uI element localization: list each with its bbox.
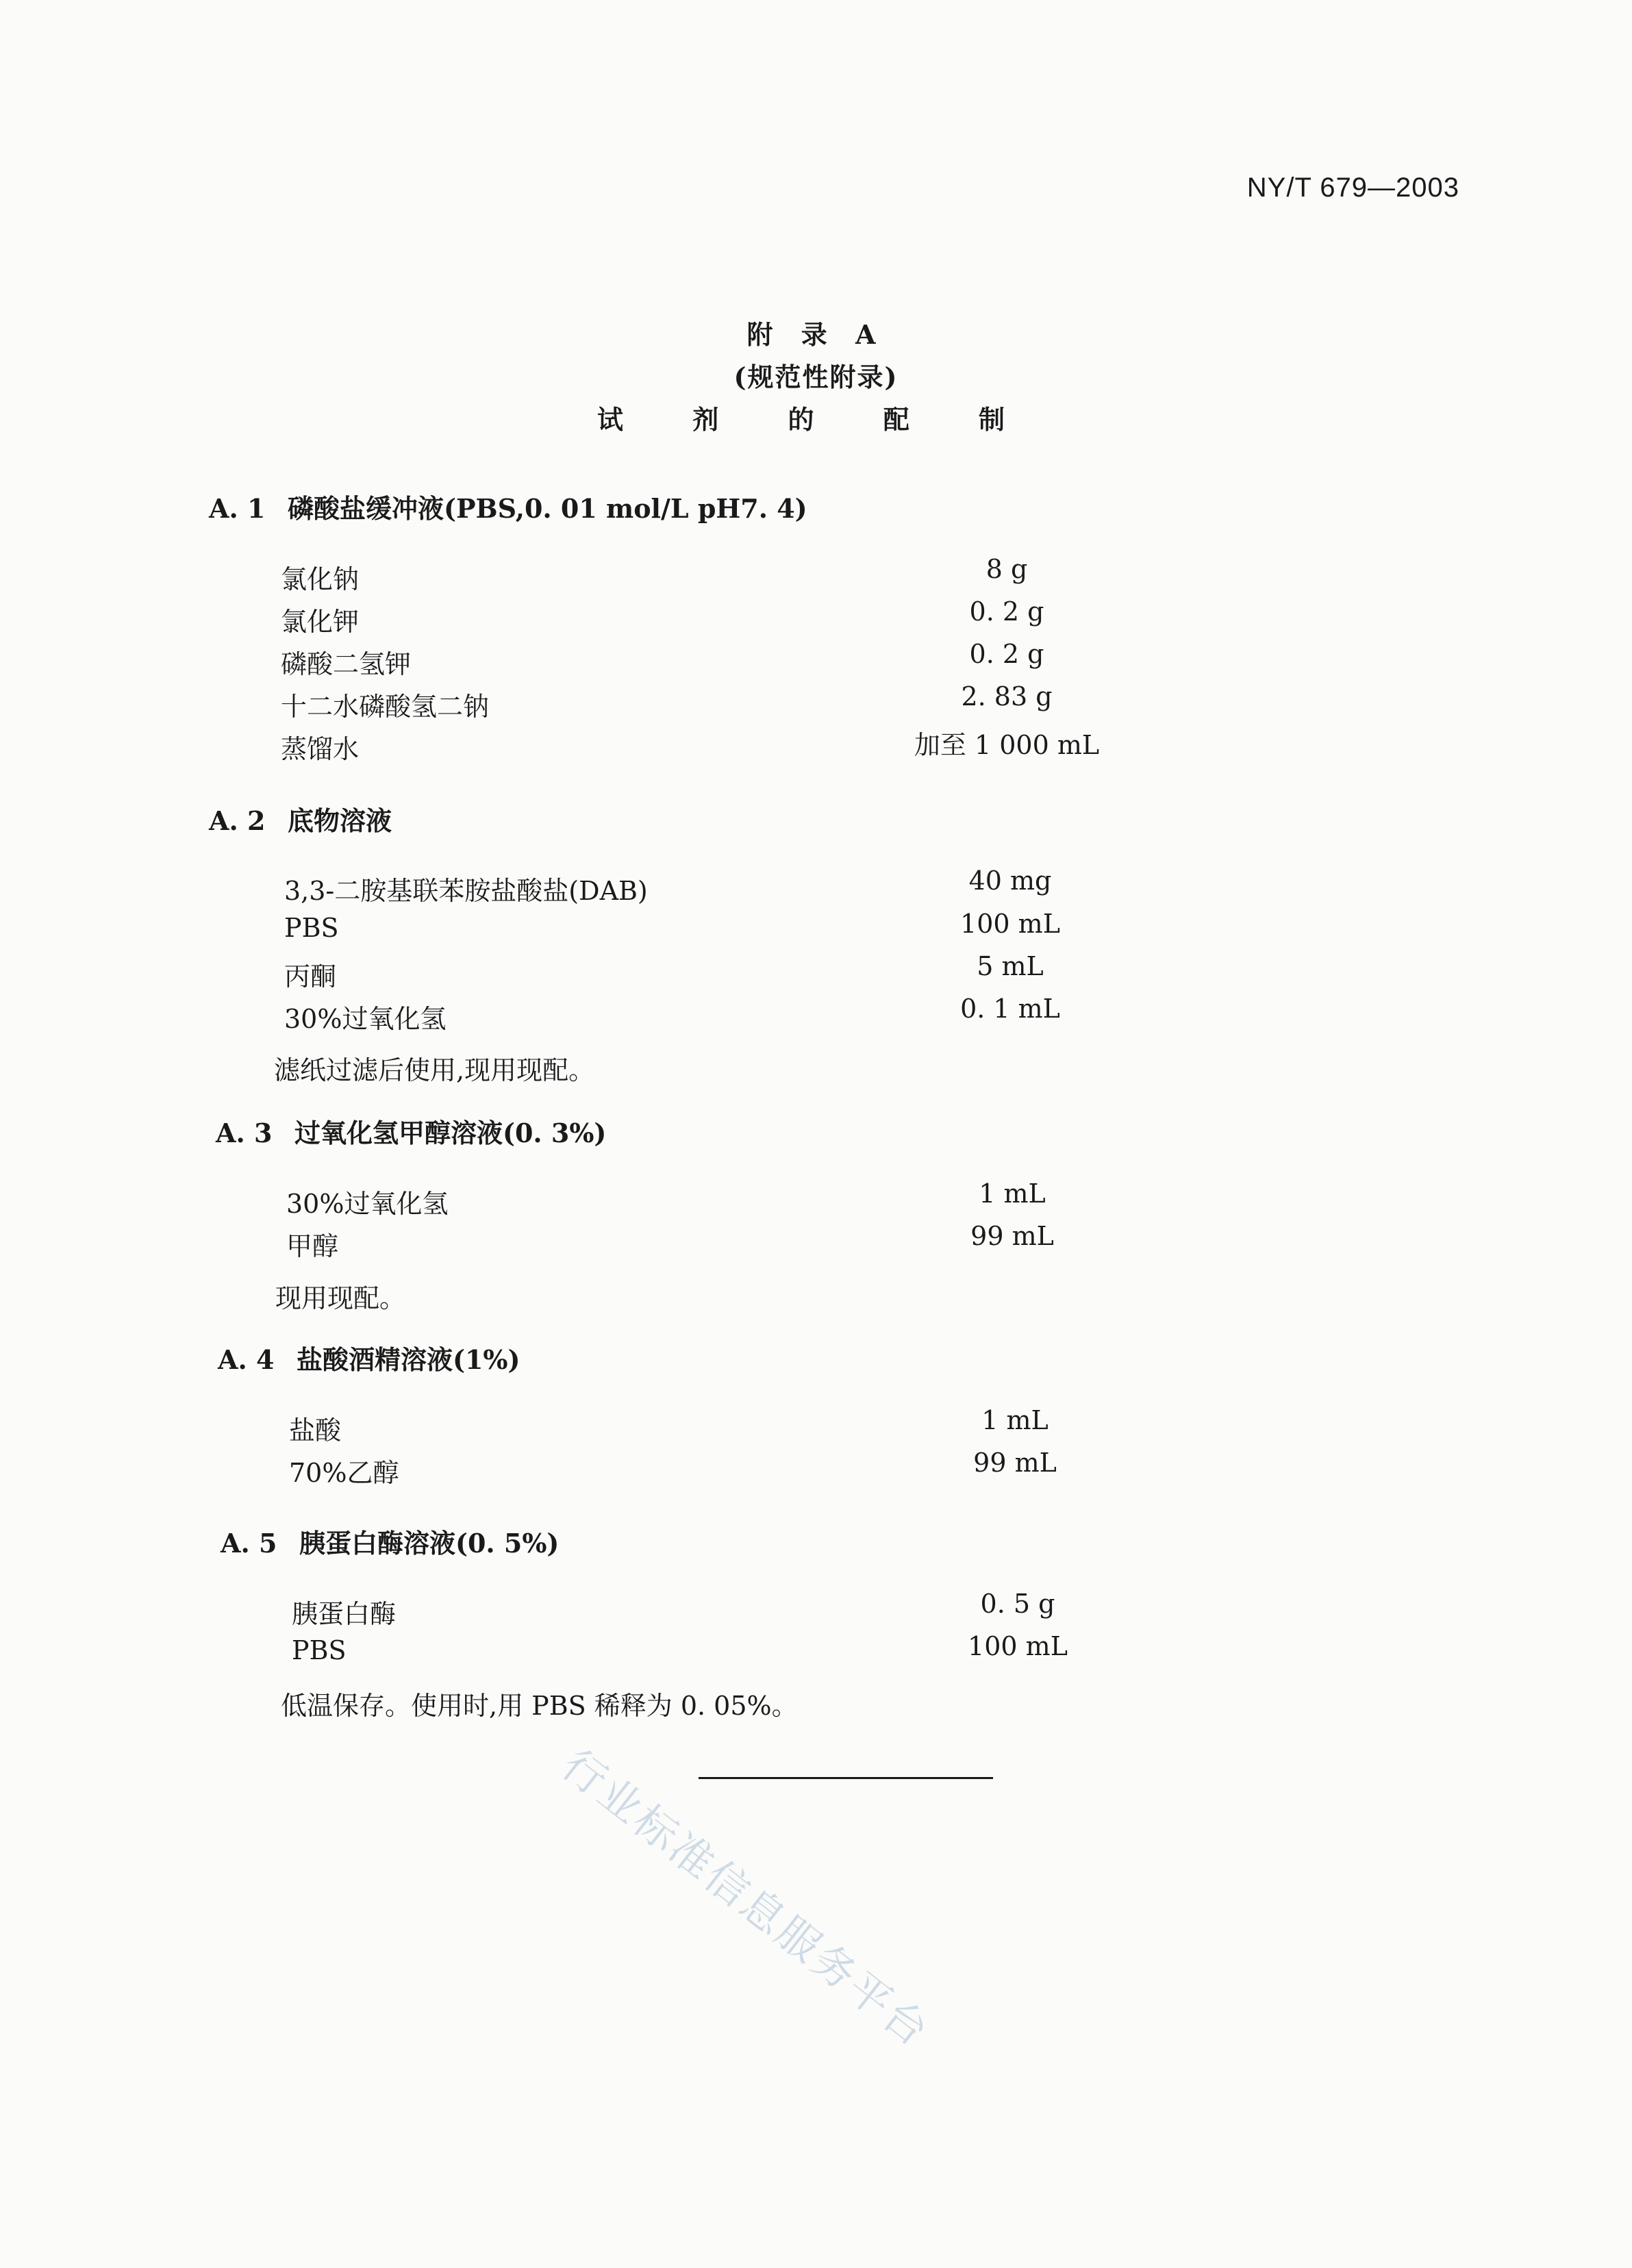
section-note: 低温保存。使用时,用 PBS 稀释为 0. 05%。 [281,1691,798,1721]
reagent-name: 十二水磷酸氢二钠 [281,692,490,722]
reagent-amount: 加至 1 000 mL [914,730,1100,760]
reagent-amount: 1 mL [979,1179,1046,1209]
reagent-amount: 5 mL [977,951,1044,981]
section-heading: 底物溶液 [288,805,392,836]
reagent-amount: 0. 2 g [969,639,1044,669]
section-heading: 磷酸盐缓冲液(PBS,0. 01 mol/L pH7. 4) [288,493,807,524]
reagent-name: 胰蛋白酶 [292,1599,397,1629]
section-a3-title [216,1112,606,1150]
standard-code: NY/T 679—2003 [1246,173,1459,203]
reagent-name: 氯化钠 [281,564,360,594]
appendix-type: (规范性附录) [733,362,899,392]
reagent-amount: 0. 1 mL [960,994,1060,1024]
section-heading: 胰蛋白酶溶液(0. 5%) [299,1528,560,1559]
section-number: A. 5 [221,1528,277,1559]
reagent-name: 氯化钾 [281,607,360,637]
reagent-name: 30%过氧化氢 [286,1189,449,1219]
section-heading: 过氧化氢甲醇溶液(0. 3%) [294,1118,607,1148]
appendix-title: 试 剂 的 配 制 [597,404,1035,435]
reagent-amount: 1 mL [981,1405,1049,1435]
reagent-name: PBS [292,1635,347,1665]
reagent-name: 甲醇 [286,1231,339,1261]
section-a4-title [218,1339,520,1376]
section-number: A. 1 [209,493,266,524]
reagent-amount: 2. 83 g [961,681,1053,711]
reagent-amount: 8 g [986,554,1028,584]
reagent-name: 3,3-二胺基联苯胺盐酸盐(DAB) [284,876,648,906]
reagent-name: 30%过氧化氢 [284,1004,447,1034]
reagent-name: 蒸馏水 [281,734,360,764]
appendix-header [0,314,1632,441]
reagent-amount: 99 mL [970,1221,1054,1251]
end-rule [699,1777,993,1779]
section-note: 滤纸过滤后使用,现用现配。 [274,1055,595,1085]
reagent-amount: 40 mg [968,866,1052,896]
section-a2-title [209,800,392,837]
section-a1-title [209,488,807,525]
reagent-amount: 100 mL [960,909,1060,939]
reagent-name: 盐酸 [289,1415,342,1446]
watermark: 行业标准信息服务平台 [553,1739,940,2058]
reagent-name: 磷酸二氢钾 [281,649,412,679]
section-a5-title [221,1522,559,1560]
section-note: 现用现配。 [275,1283,406,1313]
reagent-name: PBS [284,913,339,943]
section-number: A. 2 [209,805,266,836]
reagent-name: 丙酮 [284,961,337,992]
section-number: A. 3 [216,1118,273,1148]
reagent-name: 70%乙醇 [289,1458,399,1488]
section-heading: 盐酸酒精溶液(1%) [297,1344,520,1375]
section-number: A. 4 [218,1344,275,1375]
reagent-amount: 99 mL [973,1448,1057,1478]
reagent-amount: 100 mL [968,1631,1068,1661]
appendix-label: 附 录 A [746,319,886,350]
reagent-amount: 0. 5 g [980,1589,1055,1619]
reagent-amount: 0. 2 g [969,596,1044,627]
